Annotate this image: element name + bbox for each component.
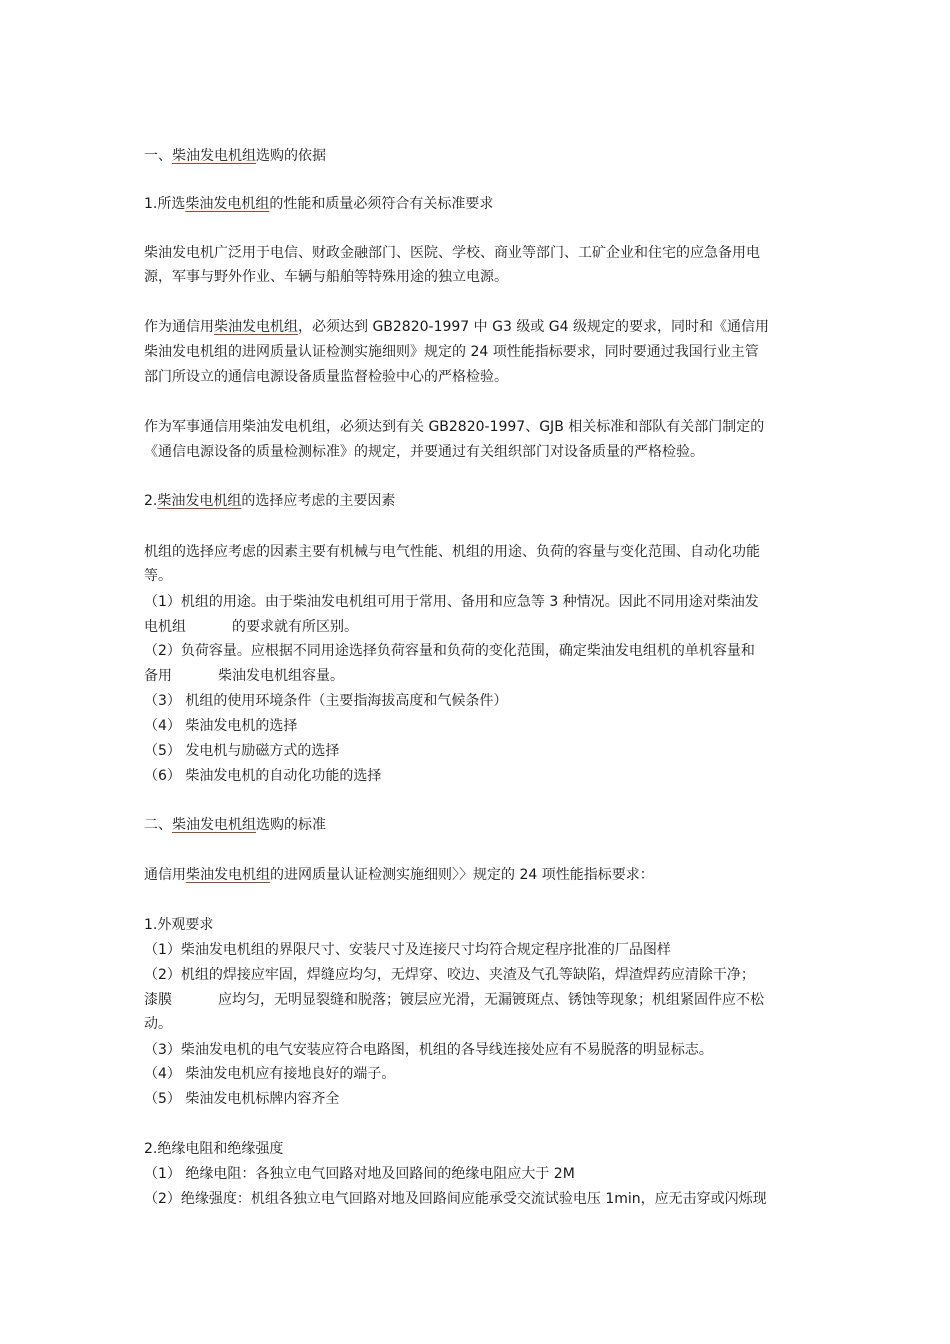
requirement-line: 动。 [144, 1016, 172, 1032]
requirement-line: （4） 柴油发电机应有接地良好的端子。 [144, 1066, 396, 1082]
requirement-title: 1.外观要求 [144, 917, 214, 933]
generator-set-link[interactable]: 柴油发电机组 [214, 319, 298, 335]
generator-set-link[interactable]: 柴油发电机组 [172, 148, 256, 164]
section-2-heading [144, 815, 814, 835]
item-2-heading [144, 491, 814, 511]
paragraph-line [144, 317, 814, 337]
paragraph-line: 《通信电源设备的质量检测标准》的规定，并要通过有关组织部门对设备质量的严格检验。 [144, 444, 704, 460]
factor-line [144, 666, 814, 686]
heading-prefix: 一、 [144, 148, 172, 164]
item-prefix: 1.所选 [144, 196, 186, 212]
text-span: 电机组 [144, 619, 186, 635]
factor-line: （3） 机组的使用环境条件（主要指海拔高度和气候条件） [144, 693, 508, 709]
generator-set-link[interactable]: 柴油发电机组 [185, 196, 270, 212]
item-prefix: 2. [144, 493, 158, 509]
factor-line [144, 617, 814, 637]
paragraph-line: 机组的选择应考虑的因素主要有机械与电气性能、机组的用途、负荷的容量与变化范围、自动化功能 [144, 544, 760, 560]
factor-line: （4） 柴油发电机的选择 [144, 718, 298, 734]
factor-line: （6） 柴油发电机的自动化功能的选择 [144, 768, 382, 784]
factor-line: （1）机组的用途。由于柴油发电机组可用于常用、备用和应急等 3 种情况。因此不同用途对柴油发 [144, 594, 759, 610]
generator-set-link[interactable]: 柴油发电机组 [157, 493, 242, 509]
requirement-line: （2）绝缘强度：机组各独立电气回路对地及回路间应能承受交流试验电压 1min，应无击穿或闪烁现 [144, 1191, 767, 1207]
heading-suffix: 选购的依据 [256, 148, 326, 164]
paragraph-line: 作为军事通信用柴油发电机组，必须达到有关 GB2820-1997、GJB 相关标准和部队有关部门制定的 [144, 419, 765, 435]
text-span: 的进网质量认证检测实施细则〉〉规定的 24 项性能指标要求： [270, 867, 654, 883]
section-2-intro [144, 865, 814, 885]
paragraph-line: 等。 [144, 568, 172, 584]
requirement-line: （2）机组的焊接应牢固，焊缝应均匀，无焊穿、咬边、夹渣及气孔等缺陷，焊渣焊药应清除干净； [144, 967, 755, 983]
text-span: 作为通信用 [144, 319, 214, 335]
item-1-heading [144, 194, 814, 214]
requirement-title: 2.绝缘电阻和绝缘强度 [144, 1141, 284, 1157]
paragraph-line: 柴油发电机组的进网质量认证检测实施细则》规定的 24 项性能指标要求，同时要通过我国行业主管 [144, 344, 759, 360]
generator-set-link[interactable]: 柴油发电机组 [172, 817, 256, 833]
paragraph-line: 部门所设立的通信电源设备质量监督检验中心的严格检验。 [144, 369, 508, 385]
item-suffix: 的性能和质量必须符合有关标准要求 [269, 196, 494, 212]
factor-line: （5） 发电机与励磁方式的选择 [144, 743, 340, 759]
text-span: 柴油发电机组容量。 [218, 668, 344, 684]
requirement-line: （1） 绝缘电阻：各独立电气回路对地及回路间的绝缘电阻应大于 2M [144, 1166, 575, 1182]
heading-suffix: 选购的标准 [256, 817, 326, 833]
text-span: ，必须达到 GB2820-1997 中 G3 级或 G4 级规定的要求，同时和《通信用 [298, 319, 769, 335]
heading-prefix: 二、 [144, 817, 172, 833]
requirement-line: （1）柴油发电机组的界限尺寸、安装尺寸及连接尺寸均符合规定程序批准的厂品图样 [144, 942, 671, 958]
text-span: 的要求就有所区别。 [232, 619, 358, 635]
generator-set-link[interactable]: 柴油发电机组 [186, 867, 270, 883]
requirement-line: （3）柴油发电机的电气安装应符合电路图，机组的各导线连接处应有不易脱落的明显标志。 [144, 1042, 713, 1058]
text-span: 应均匀，无明显裂缝和脱落；镀层应光滑，无漏镀斑点、锈蚀等现象；机组紧固件应不松 [218, 992, 764, 1008]
text-span: 漆膜 [144, 992, 172, 1008]
text-span: 通信用 [144, 867, 186, 883]
requirement-line [144, 990, 814, 1010]
factor-line: （2）负荷容量。应根据不同用途选择负荷容量和负荷的变化范围，确定柴油发电组机的单机容量和 [144, 643, 755, 659]
text-span: 备用 [144, 668, 172, 684]
paragraph-line: 柴油发电机广泛用于电信、财政金融部门、医院、学校、商业等部门、工矿企业和住宅的应急备用电 [144, 245, 760, 261]
item-suffix: 的选择应考虑的主要因素 [241, 493, 396, 509]
section-1-heading [144, 146, 814, 166]
paragraph-line: 源，军事与野外作业、车辆与船舶等特殊用途的独立电源。 [144, 269, 508, 285]
requirement-line: （5） 柴油发电机标牌内容齐全 [144, 1091, 340, 1107]
